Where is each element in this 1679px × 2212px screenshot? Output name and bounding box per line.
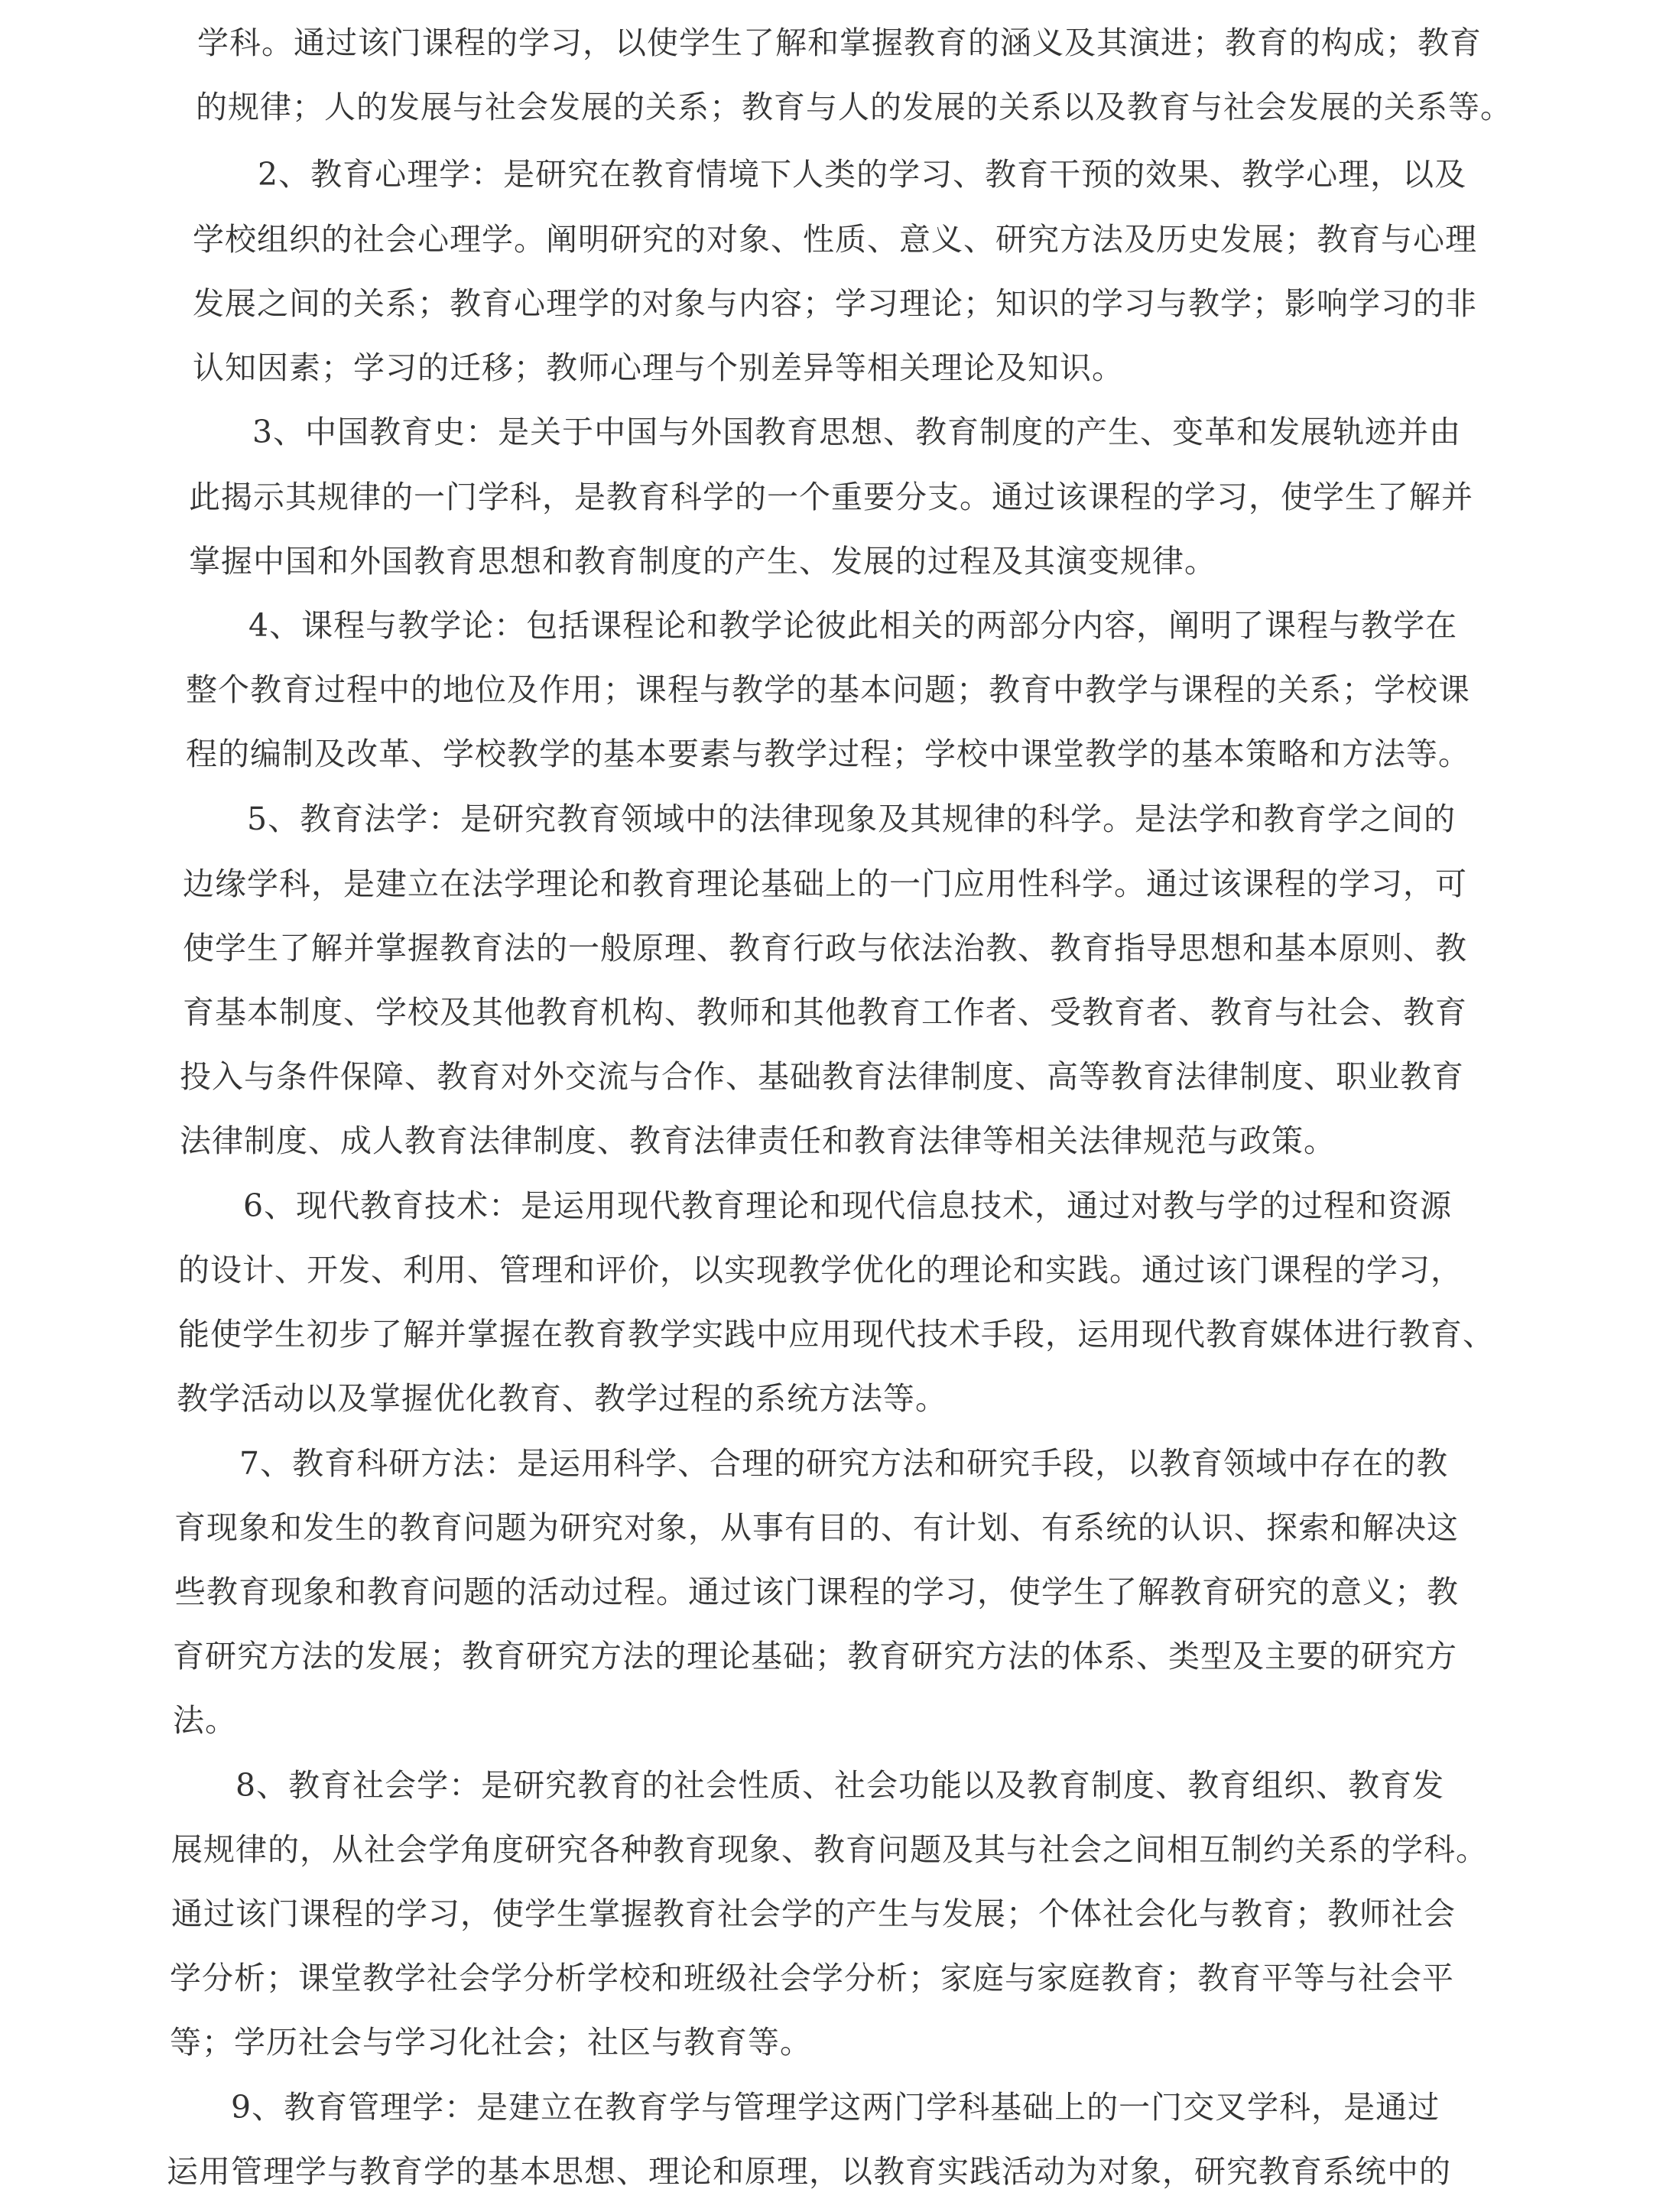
text-line: 边缘学科，是建立在法学理论和教育理论基础上的一门应用性科学。通过该课程的学习，可: [183, 866, 1467, 902]
text-line: 学分析；课堂教学社会学分析学校和班级社会学分析；家庭与家庭教育；教育平等与社会平: [170, 1960, 1454, 1996]
text-line: 使学生了解并掌握教育法的一般原理、教育行政与依法治教、教育指导思想和基本原则、教: [183, 930, 1467, 966]
text-line: 6、现代教育技术：是运用现代教育理论和现代信息技术，通过对教与学的过程和资源: [243, 1187, 1453, 1224]
text-line: 4、课程与教学论：包括课程论和教学论彼此相关的两部分内容，阐明了课程与教学在: [248, 607, 1458, 644]
text-line: 些教育现象和教育问题的活动过程。通过该门课程的学习，使学生了解教育研究的意义；教: [174, 1574, 1459, 1610]
text-line: 3、中国教育史：是关于中国与外国教育思想、教育制度的产生、变革和发展轨迹并由: [252, 414, 1462, 450]
text-line: 发展之间的关系；教育心理学的对象与内容；学习理论；知识的学习与教学；影响学习的非: [193, 285, 1477, 322]
text-line: 程的编制及改革、学校教学的基本要素与教学过程；学校中课堂教学的基本策略和方法等。: [186, 736, 1470, 772]
text-line: 投入与条件保障、教育对外交流与合作、基础教育法律制度、高等教育法律制度、职业教育: [180, 1058, 1464, 1095]
text-line: 的设计、开发、利用、管理和评价，以实现教学优化的理论和实践。通过该门课程的学习，: [178, 1252, 1463, 1288]
text-line: 8、教育社会学：是研究教育的社会性质、社会功能以及教育制度、教育组织、教育发: [235, 1767, 1445, 1804]
text-line: 展规律的，从社会学角度研究各种教育现象、教育问题及其与社会之间相互制约关系的学科。: [171, 1831, 1488, 1868]
text-line: 育基本制度、学校及其他教育机构、教师和其他教育工作者、受教育者、教育与社会、教育: [183, 994, 1467, 1031]
text-line: 运用管理学与教育学的基本思想、理论和原理，以教育实践活动为对象，研究教育系统中的: [167, 2153, 1451, 2190]
text-line: 学科。通过该门课程的学习，以使学生了解和掌握教育的涵义及其演进；教育的构成；教育: [197, 24, 1482, 61]
text-line: 教学活动以及掌握优化教育、教学过程的系统方法等。: [177, 1380, 947, 1417]
text-line: 的规律；人的发展与社会发展的关系；教育与人的发展的关系以及教育与社会发展的关系等。: [196, 89, 1512, 125]
text-line: 7、教育科研方法：是运用科学、合理的研究方法和研究手段，以教育领域中存在的教: [239, 1445, 1449, 1482]
text-line: 法。: [173, 1702, 237, 1739]
text-line: 育现象和发生的教育问题为研究对象，从事有目的、有计划、有系统的认识、探索和解决这: [174, 1509, 1459, 1546]
text-line: 学校组织的社会心理学。阐明研究的对象、性质、意义、研究方法及历史发展；教育与心理: [193, 221, 1477, 258]
text-line: 能使学生初步了解并掌握在教育教学实践中应用现代技术手段，运用现代教育媒体进行教育、: [178, 1316, 1495, 1353]
text-line: 认知因素；学习的迁移；教师心理与个别差异等相关理论及知识。: [193, 349, 1124, 386]
text-line: 法律制度、成人教育法律制度、教育法律责任和教育法律等相关法律规范与政策。: [180, 1122, 1336, 1159]
text-line: 2、教育心理学：是研究在教育情境下人类的学习、教育干预的效果、教学心理，以及: [258, 156, 1467, 193]
text-line: 整个教育过程中的地位及作用；课程与教学的基本问题；教育中教学与课程的关系；学校课: [186, 671, 1470, 708]
text-line: 育研究方法的发展；教育研究方法的理论基础；教育研究方法的体系、类型及主要的研究方: [173, 1638, 1457, 1674]
text-line: 5、教育法学：是研究教育领域中的法律现象及其规律的科学。是法学和教育学之间的: [247, 801, 1457, 837]
text-line: 等；学历社会与学习化社会；社区与教育等。: [170, 2024, 812, 2061]
text-line: 通过该门课程的学习，使学生掌握教育社会学的产生与发展；个体社会化与教育；教师社会: [171, 1895, 1456, 1932]
text-line: 9、教育管理学：是建立在教育学与管理学这两门学科基础上的一门交叉学科，是通过: [231, 2089, 1440, 2126]
text-line: 掌握中国和外国教育思想和教育制度的产生、发展的过程及其演变规律。: [189, 543, 1216, 580]
text-line: 此揭示其规律的一门学科，是教育科学的一个重要分支。通过该课程的学习，使学生了解并: [189, 479, 1473, 515]
